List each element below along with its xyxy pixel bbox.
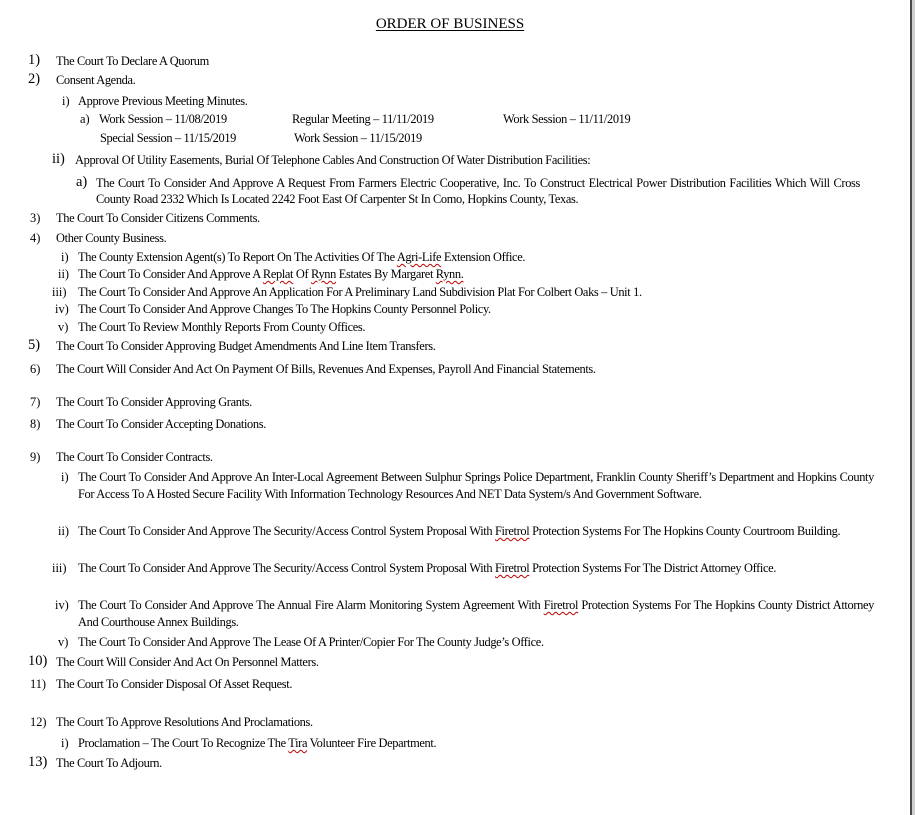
item-number: 12)	[30, 715, 47, 729]
minutes-work-session-1111: Work Session – 11/11/2019	[503, 112, 631, 126]
item-number: 1)	[28, 52, 41, 68]
agenda-item-10: The Court Will Consider And Act On Personnel Matters.	[56, 655, 319, 669]
agenda-subitem-2-ii: Approval Of Utility Easements, Burial Of Telephone Cables And Construction Of Water Distribution Facilities:	[75, 153, 591, 167]
item-number: v)	[58, 635, 69, 649]
agenda-item-3: The Court To Consider Citizens Comments.	[56, 211, 260, 225]
agenda-subitem-9-ii: The Court To Consider And Approve The Security/Access Control System Proposal With Firetrol Protection Systems For The Hopkins County Courtroom Building.	[78, 524, 841, 538]
minutes-work-session-1115: Work Session – 11/15/2019	[294, 131, 422, 145]
item-number: a)	[76, 174, 88, 190]
agenda-subitem-4-i: The County Extension Agent(s) To Report On The Activities Of The Agri-Life Extension Office.	[78, 250, 526, 264]
agenda-subitem-4-iii: The Court To Consider And Approve An Application For A Preliminary Land Subdivision Plat For Colbert Oaks – Unit 1.	[78, 285, 642, 299]
item-number: a)	[80, 112, 90, 126]
item-number: iii)	[52, 285, 67, 299]
item-number: ii)	[58, 524, 70, 538]
agenda-item-1: The Court To Declare A Quorum	[56, 54, 209, 68]
agenda-subitem-4-iv: The Court To Consider And Approve Changes To The Hopkins County Personnel Policy.	[78, 302, 491, 316]
item-number: iv)	[55, 302, 69, 316]
agenda-item-7: The Court To Consider Approving Grants.	[56, 395, 252, 409]
minutes-special-session-1115: Special Session – 11/15/2019	[100, 131, 237, 145]
agenda-item-11: The Court To Consider Disposal Of Asset Request.	[56, 677, 293, 691]
agenda-item-5: The Court To Consider Approving Budget Amendments And Line Item Transfers.	[56, 339, 436, 353]
item-number: 9)	[30, 450, 41, 464]
item-number: 13)	[28, 754, 48, 770]
agenda-subitem-9-iv: The Court To Consider And Approve The Annual Fire Alarm Monitoring System Agreement With Firetrol Protection Systems For The Hopkins County District Attorney And Courthouse Annex Buildings.	[78, 598, 874, 629]
agenda-subitem-2-ii-a: The Court To Consider And Approve A Request From Farmers Electric Cooperative, Inc. To Construct Electrical Power Distribution Facilities Which Will Cross County Road 2332 Which Is Located 2242 Foot East Of Carpenter St In Como, Hopkins County, Texas.	[96, 176, 860, 206]
agenda-item-9: The Court To Consider Contracts.	[56, 450, 213, 464]
agenda-item-12: The Court To Approve Resolutions And Proclamations.	[56, 715, 313, 729]
agenda-item-6: The Court Will Consider And Act On Payment Of Bills, Revenues And Expenses, Payroll And Financial Statements.	[56, 362, 596, 376]
item-number: 10)	[28, 653, 48, 669]
item-number: 5)	[28, 337, 41, 353]
item-number: 2)	[28, 71, 41, 87]
item-number: ii)	[58, 267, 70, 281]
item-number: i)	[61, 736, 69, 750]
item-number: i)	[61, 250, 69, 264]
page-title: ORDER OF BUSINESS	[375, 16, 525, 32]
agenda-subitem-2-i: Approve Previous Meeting Minutes.	[78, 94, 248, 108]
agenda-subitem-12-i: Proclamation – The Court To Recognize The Tira Volunteer Fire Department.	[78, 736, 437, 750]
agenda-subitem-9-i: The Court To Consider And Approve An Inter-Local Agreement Between Sulphur Springs Police Department, Franklin County Sheriff’s Department and Hopkins County For Access To A Hosted Secure Facility With Information Technology Resources And NET Data System/s And Government Software.	[78, 470, 874, 501]
minutes-work-session-1108: Work Session – 11/08/2019	[99, 112, 227, 126]
item-number: 6)	[30, 362, 41, 376]
item-number: 3)	[30, 211, 41, 225]
item-number: 11)	[30, 677, 47, 691]
agenda-item-2: Consent Agenda.	[56, 73, 136, 87]
item-number: 7)	[30, 395, 41, 409]
agenda-item-8: The Court To Consider Accepting Donations.	[56, 417, 266, 431]
agenda-item-4: Other County Business.	[56, 231, 167, 245]
agenda-subitem-4-v: The Court To Review Monthly Reports From County Offices.	[78, 320, 366, 334]
agenda-item-13: The Court To Adjourn.	[56, 756, 162, 770]
item-number: ii)	[52, 151, 65, 167]
agenda-subitem-4-ii: The Court To Consider And Approve A Replat Of Rynn Estates By Margaret Rynn.	[78, 267, 464, 281]
item-number: 4)	[30, 231, 41, 245]
item-number: iv)	[55, 598, 69, 612]
minutes-regular-meeting-1111: Regular Meeting – 11/11/2019	[292, 112, 434, 126]
item-number: i)	[61, 470, 69, 484]
agenda-subitem-9-v: The Court To Consider And Approve The Lease Of A Printer/Copier For The County Judge’s Office.	[78, 635, 544, 649]
item-number: 8)	[30, 417, 41, 431]
agenda-subitem-9-iii: The Court To Consider And Approve The Security/Access Control System Proposal With Firetrol Protection Systems For The District Attorney Office.	[78, 561, 777, 575]
item-number: v)	[58, 320, 69, 334]
item-number: i)	[62, 94, 70, 108]
item-number: iii)	[52, 561, 67, 575]
